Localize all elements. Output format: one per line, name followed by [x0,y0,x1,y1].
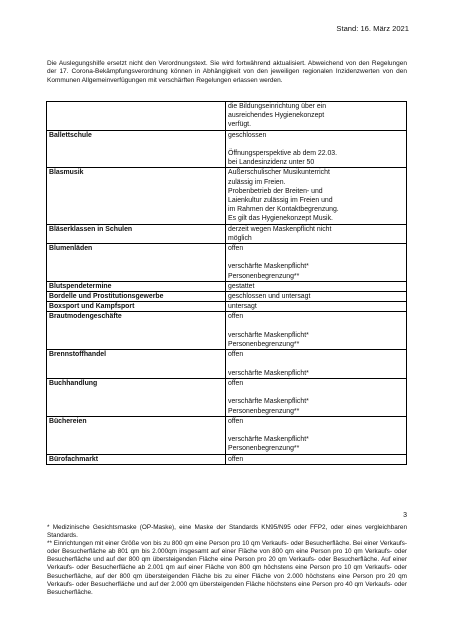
row-name: Blutspendetermine [47,281,226,291]
rule-line [228,253,404,262]
rule-line: derzeit wegen Maskenpflicht nicht [228,225,332,233]
rule-line: verschärfte Maskenpflicht* [228,331,309,339]
rule-line: offen [228,455,244,463]
page-number: 3 [403,512,407,519]
table-row [47,312,407,350]
row-rule [226,281,407,291]
rule-line: verschärfte Maskenpflicht* [228,436,309,444]
rule-line [228,322,404,331]
rule-line: gestattet [228,282,255,290]
table-row [47,281,407,291]
rule-line: offen [228,351,244,359]
rule-line: möglich [228,234,252,242]
document-date: Stand: 16. März 2021 [336,24,409,33]
rule-line: verschärfte Maskenpflicht* [228,369,309,377]
row-rule [226,454,407,464]
table-row [47,454,407,464]
row-rule [226,102,407,131]
row-name: Ballettschule [47,130,226,168]
rule-line: untersagt [228,303,257,311]
row-name: Boxsport und Kampfsport [47,302,226,312]
row-name: Bordelle und Prostitutionsgewerbe [47,292,226,302]
rule-line: Personenbegrenzung** [228,341,300,349]
row-name [47,102,226,131]
row-rule [226,130,407,168]
rule-line: ausreichendes Hygienekonzept [228,112,325,120]
rule-line [228,426,404,435]
row-rule [226,312,407,350]
table-row [47,302,407,312]
row-name: Büchereien [47,416,226,454]
rule-line: die Bildungseinrichtung über ein [228,103,327,110]
row-rule [226,224,407,243]
row-name: Buchhandlung [47,378,226,416]
rule-line [228,140,404,149]
intro-paragraph: Die Auslegungshilfe ersetzt nicht den Verordnungstext. Sie wird fortwährend aktualisiert. Abweichend von den Regelungen der 17. Corona-Bekämpfungsverordnung können in Abhängigkeit von den jeweiligen regionalen Inzidenzwerten von den Kommunen Allgemeinverfügungen mit verschärften Regelungen erlassen werden. [47,60,407,84]
rule-line: bei Landesinzidenz unter 50 [228,159,315,167]
row-rule [226,168,407,224]
table-row [47,292,407,302]
rules-table [46,101,407,465]
rule-line: Personenbegrenzung** [228,445,300,453]
table-row [47,168,407,224]
rule-line: Probenbetrieb der Breiten- und [228,187,323,195]
rule-line: zulässig im Freien. [228,178,286,186]
table-row [47,416,407,454]
row-name: Bläserklassen in Schulen [47,224,226,243]
row-name: Blasmusik [47,168,226,224]
rule-line: verfügt. [228,121,251,129]
rule-line: Personenbegrenzung** [228,407,300,415]
rules-table-body [47,102,407,465]
row-rule [226,292,407,302]
footnote-mask: * Medizinische Gesichtsmaske (OP-Maske), eine Maske der Standards KN95/N95 oder FFP2, oder eines vergleichbaren Standards. [47,524,407,540]
rule-line: geschlossen [228,131,267,139]
rule-line: Außerschulischer Musikunterricht [228,169,330,177]
row-name: Brennstoffhandel [47,350,226,379]
rule-line [228,388,404,397]
footnote-person-limit: ** Einrichtungen mit einer Größe von bis zu 800 qm eine Person pro 10 qm Verkaufs- oder Besucherfläche. Bei einer Verkaufs- oder Besucherfläche ab 801 qm bis 2.000qm insgesamt auf einer Fläche von 800 qm eine Person pro 10 qm Verkaufs- oder Besucherfläche und auf der 800 qm übersteigenden Fläche eine Person pro 20 qm Verkaufs- oder Besucherfläche. Auf einer Verkaufs- oder Besucherfläche ab 2.001 qm auf einer Fläche von 800 qm höchstens eine Person pro 10 qm Verkaufs- oder Besucherfläche, auf der 800 qm übersteigenden Fläche bis zu einer Fläche von 2.000 höchstens eine Person pro 20 qm Verkaufs- oder Besucherfläche und auf der 2.000 qm übersteigenden Fläche höchstens eine Person pro 40 qm Verkaufs- oder Besucherfläche. [47,540,407,596]
row-name: Blumenläden [47,244,226,282]
table-row [47,244,407,282]
table-row [47,224,407,243]
row-rule [226,378,407,416]
rule-line: Laienkultur zulässig im Freien und [228,197,333,205]
row-name: Brautmodengeschäfte [47,312,226,350]
table-row [47,102,407,131]
rule-line: verschärfte Maskenpflicht* [228,398,309,406]
rule-line: Personenbegrenzung** [228,272,300,280]
row-rule [226,416,407,454]
rule-line: offen [228,245,244,253]
rule-line: offen [228,379,244,387]
rule-line [228,359,404,368]
table-row [47,378,407,416]
rule-line: offen [228,313,244,321]
footnotes [47,524,407,597]
table-row [47,350,407,379]
row-rule [226,350,407,379]
rule-line: geschlossen und untersagt [228,293,311,301]
row-name: Bürofachmarkt [47,454,226,464]
rule-line: verschärfte Maskenpflicht* [228,263,309,271]
rule-line: offen [228,417,244,425]
table-row [47,130,407,168]
rule-line: Öffnungsperspektive ab dem 22.03. [228,150,338,158]
row-rule [226,302,407,312]
rule-line: im Rahmen der Kontaktbegrenzung. [228,206,339,214]
row-rule [226,244,407,282]
rule-line: Es gilt das Hygienekonzept Musik. [228,215,333,223]
